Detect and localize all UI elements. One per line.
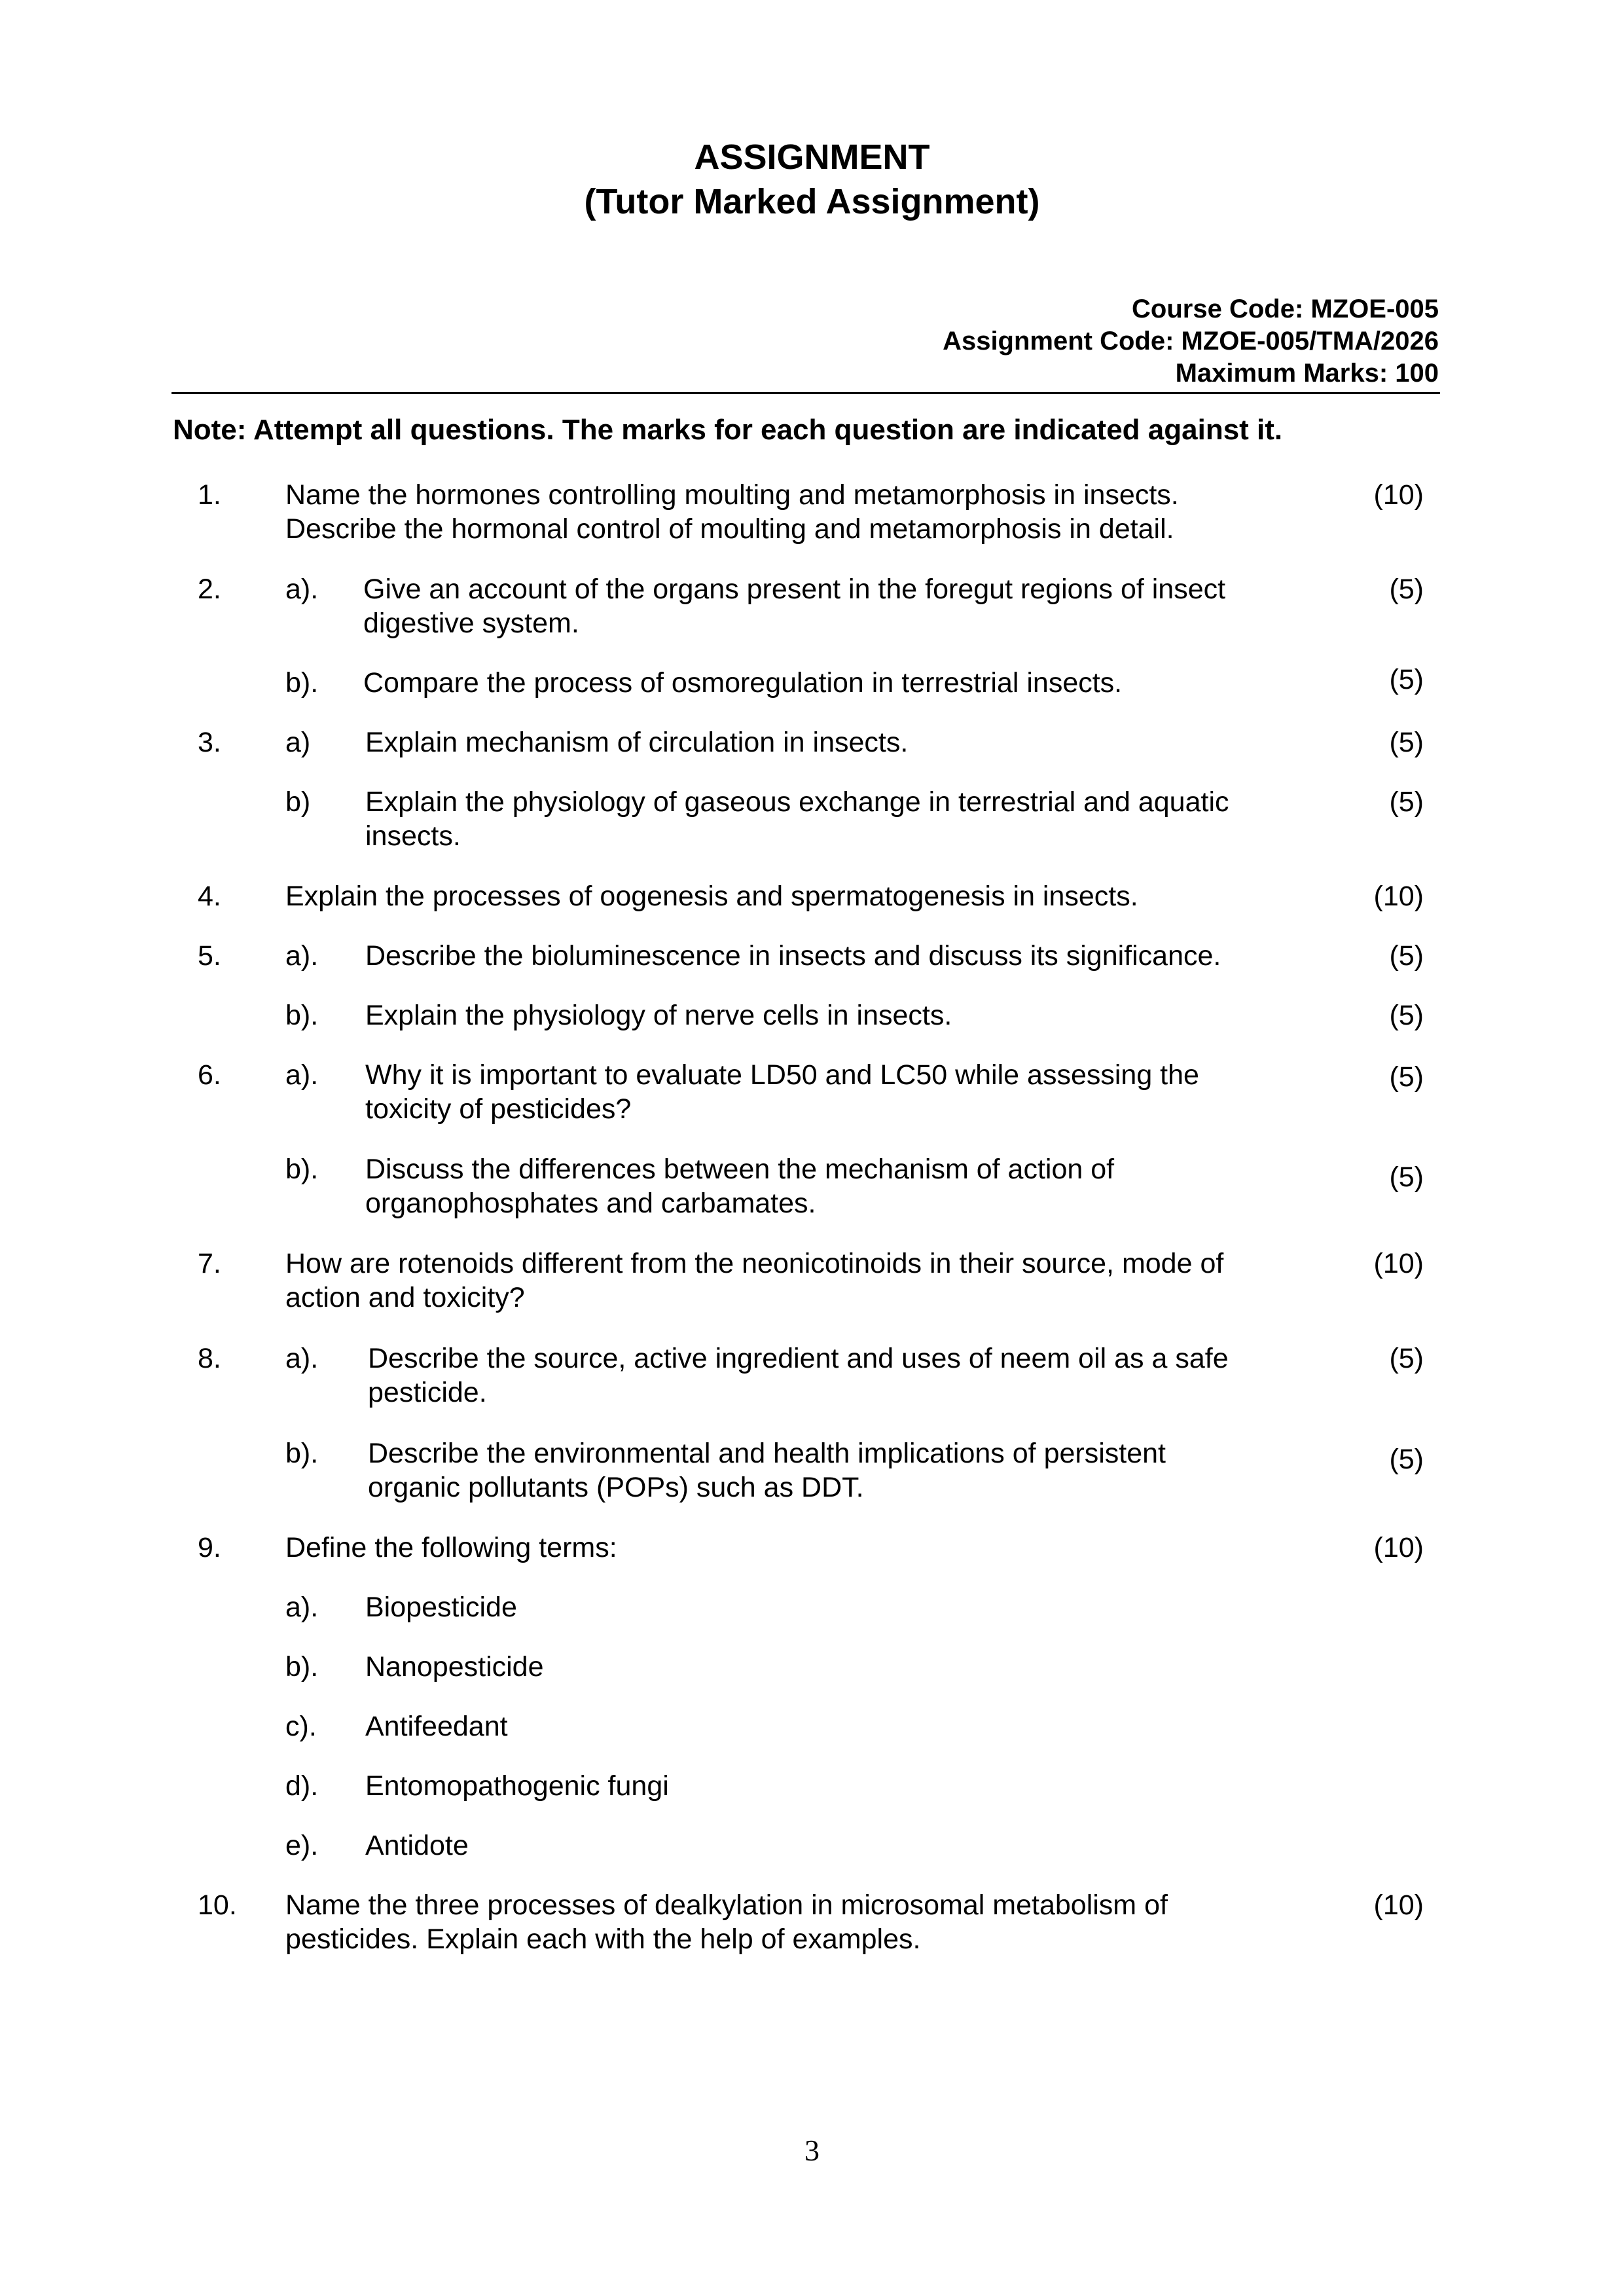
question-number: 10. (198, 1889, 237, 1921)
question-number: 8. (198, 1343, 221, 1374)
subpart-label: b). (285, 1000, 319, 1031)
term-text: Entomopathogenic fungi (365, 1770, 669, 1802)
term-text: Nanopesticide (365, 1651, 544, 1683)
question-number: 4. (198, 881, 221, 912)
question-marks: (10) (1373, 881, 1424, 912)
question-number: 5. (198, 940, 221, 972)
term-label: c). (285, 1711, 317, 1742)
question-text-line: organophosphates and carbamates. (365, 1188, 816, 1219)
subpart-label: b). (285, 1438, 319, 1469)
term-text: Biopesticide (365, 1592, 517, 1623)
question-text-line: Explain the processes of oogenesis and spermatogenesis in insects. (285, 881, 1138, 912)
term-label: e). (285, 1830, 319, 1861)
question-text-line: Why it is important to evaluate LD50 and LC50 while assessing the (365, 1059, 1199, 1091)
question-text-line: organic pollutants (POPs) such as DDT. (368, 1472, 864, 1503)
term-label: a). (285, 1592, 319, 1623)
question-number: 6. (198, 1059, 221, 1091)
term-label: b). (285, 1651, 319, 1683)
question-marks: (5) (1389, 1343, 1424, 1374)
question-number: 9. (198, 1532, 221, 1563)
question-text-line: digestive system. (363, 608, 579, 639)
term-text: Antidote (365, 1830, 469, 1861)
subpart-label: a) (285, 727, 311, 758)
assignment-subtitle: (Tutor Marked Assignment) (584, 182, 1040, 221)
question-marks: (10) (1373, 479, 1424, 511)
page-number: 3 (804, 2134, 820, 2167)
maximum-marks: Maximum Marks: 100 (1175, 359, 1439, 388)
header-divider (171, 392, 1440, 394)
question-marks: (5) (1389, 786, 1424, 818)
instructions-note: Note: Attempt all questions. The marks for each question are indicated against it. (173, 414, 1283, 446)
question-text-line: Explain mechanism of circulation in insects. (365, 727, 909, 758)
term-text: Antifeedant (365, 1711, 508, 1742)
question-text-line: action and toxicity? (285, 1282, 525, 1313)
question-number: 7. (198, 1248, 221, 1279)
question-marks: (5) (1389, 664, 1424, 695)
question-text-line: Compare the process of osmoregulation in terrestrial insects. (363, 667, 1123, 699)
question-text-line: pesticide. (368, 1377, 487, 1408)
question-marks: (5) (1389, 727, 1424, 758)
term-label: d). (285, 1770, 319, 1802)
question-text-line: Discuss the differences between the mechanism of action of (365, 1154, 1115, 1185)
subpart-label: a). (285, 1343, 319, 1374)
question-text-line: Describe the hormonal control of moulting and metamorphosis in detail. (285, 513, 1174, 545)
question-text-line: Explain the physiology of gaseous exchange in terrestrial and aquatic (365, 786, 1229, 818)
question-marks: (5) (1389, 1444, 1424, 1475)
subpart-label: b). (285, 1154, 319, 1185)
question-marks: (5) (1389, 1061, 1424, 1093)
subpart-label: a). (285, 940, 319, 972)
question-text-line: Describe the environmental and health implications of persistent (368, 1438, 1166, 1469)
question-text-line: insects. (365, 820, 461, 852)
question-marks: (10) (1373, 1532, 1424, 1563)
course-code: Course Code: MZOE-005 (1132, 295, 1439, 323)
question-text-line: Give an account of the organs present in the foregut regions of insect (363, 574, 1226, 605)
subpart-label: a). (285, 574, 319, 605)
question-marks: (5) (1389, 574, 1424, 605)
subpart-label: b) (285, 786, 311, 818)
question-text-line: How are rotenoids different from the neonicotinoids in their source, mode of (285, 1248, 1224, 1279)
question-text-line: Name the hormones controlling moulting and metamorphosis in insects. (285, 479, 1179, 511)
question-marks: (10) (1373, 1248, 1424, 1279)
question-text-line: Explain the physiology of nerve cells in insects. (365, 1000, 952, 1031)
question-marks: (10) (1373, 1889, 1424, 1921)
question-text-line: Name the three processes of dealkylation in microsomal metabolism of (285, 1889, 1168, 1921)
question-number: 1. (198, 479, 221, 511)
question-number: 2. (198, 574, 221, 605)
question-text-line: Define the following terms: (285, 1532, 617, 1563)
question-marks: (5) (1389, 1000, 1424, 1031)
question-number: 3. (198, 727, 221, 758)
assignment-code: Assignment Code: MZOE-005/TMA/2026 (943, 327, 1439, 355)
question-text-line: Describe the bioluminescence in insects and discuss its significance. (365, 940, 1221, 972)
subpart-label: b). (285, 667, 319, 699)
question-text-line: toxicity of pesticides? (365, 1093, 632, 1125)
question-marks: (5) (1389, 1161, 1424, 1193)
question-text-line: pesticides. Explain each with the help of examples. (285, 1923, 921, 1955)
question-marks: (5) (1389, 940, 1424, 972)
question-text-line: Describe the source, active ingredient and uses of neem oil as a safe (368, 1343, 1229, 1374)
assignment-title: ASSIGNMENT (694, 137, 930, 177)
subpart-label: a). (285, 1059, 319, 1091)
